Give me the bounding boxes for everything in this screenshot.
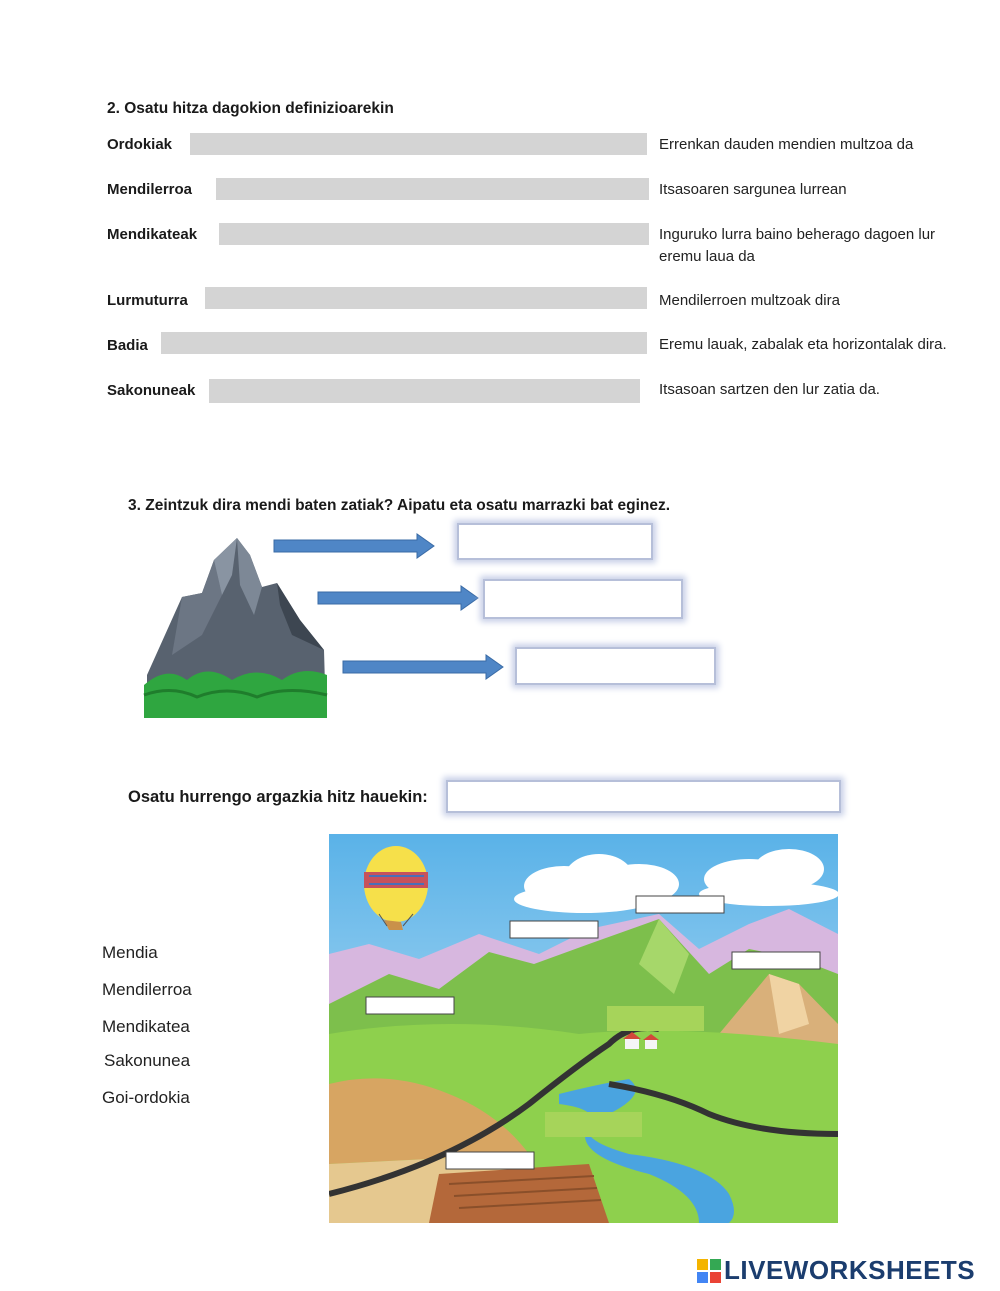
word-4: Sakonunea [104, 1051, 191, 1070]
definition-5: Eremu lauak, zabalak eta horizontalak dira. [659, 336, 947, 353]
answer-field-3[interactable] [219, 223, 649, 245]
section3-title: 3. Zeintzuk dira mendi baten zatiak? Aipatu eta osatu marrazki bat eginez. [128, 497, 671, 514]
answer-field-4[interactable] [205, 287, 647, 309]
section2-title: 2. Osatu hitza dagokion definizioarekin [107, 100, 394, 117]
liveworksheets-logo: LIVEWORKSHEETS [724, 1255, 976, 1285]
word-5: Goi-ordokia [102, 1088, 190, 1107]
words-box[interactable] [446, 780, 841, 813]
term-badia: Badia [107, 337, 148, 354]
liveworksheets-logo-icon [697, 1259, 721, 1283]
arrow-1 [272, 533, 437, 559]
answer-field-6[interactable] [209, 379, 640, 403]
definition-1: Errenkan dauden mendien multzoa da [659, 136, 914, 153]
mountain-image [142, 535, 332, 720]
term-mendikateak: Mendikateak [107, 226, 198, 243]
term-mendilerroa: Mendilerroa [107, 181, 193, 198]
definition-3: Inguruko lurra baino beherago dagoen lur eremu laua da [659, 226, 936, 265]
word-3: Mendikatea [102, 1017, 190, 1036]
term-lurmuturra: Lurmuturra [107, 292, 188, 309]
definition-6: Itsasoan sartzen den lur zatia da. [659, 381, 880, 398]
landscape-image [329, 834, 838, 1223]
answer-field-5[interactable] [161, 332, 647, 354]
word-1: Mendia [102, 943, 158, 962]
definition-4: Mendilerroen multzoak dira [659, 292, 840, 309]
arrow-3 [341, 654, 506, 680]
mountain-part-box-2[interactable] [483, 579, 683, 619]
definition-2: Itsasoaren sargunea lurrean [659, 181, 847, 198]
mountain-part-box-3[interactable] [515, 647, 716, 685]
term-sakonuneak: Sakonuneak [107, 382, 196, 399]
term-ordokiak: Ordokiak [107, 136, 173, 153]
answer-field-2[interactable] [216, 178, 649, 200]
answer-field-1[interactable] [190, 133, 647, 155]
word-2: Mendilerroa [102, 980, 192, 999]
section4-title: Osatu hurrengo argazkia hitz hauekin: [128, 788, 428, 806]
mountain-part-box-1[interactable] [457, 523, 653, 560]
arrow-2 [316, 585, 481, 611]
